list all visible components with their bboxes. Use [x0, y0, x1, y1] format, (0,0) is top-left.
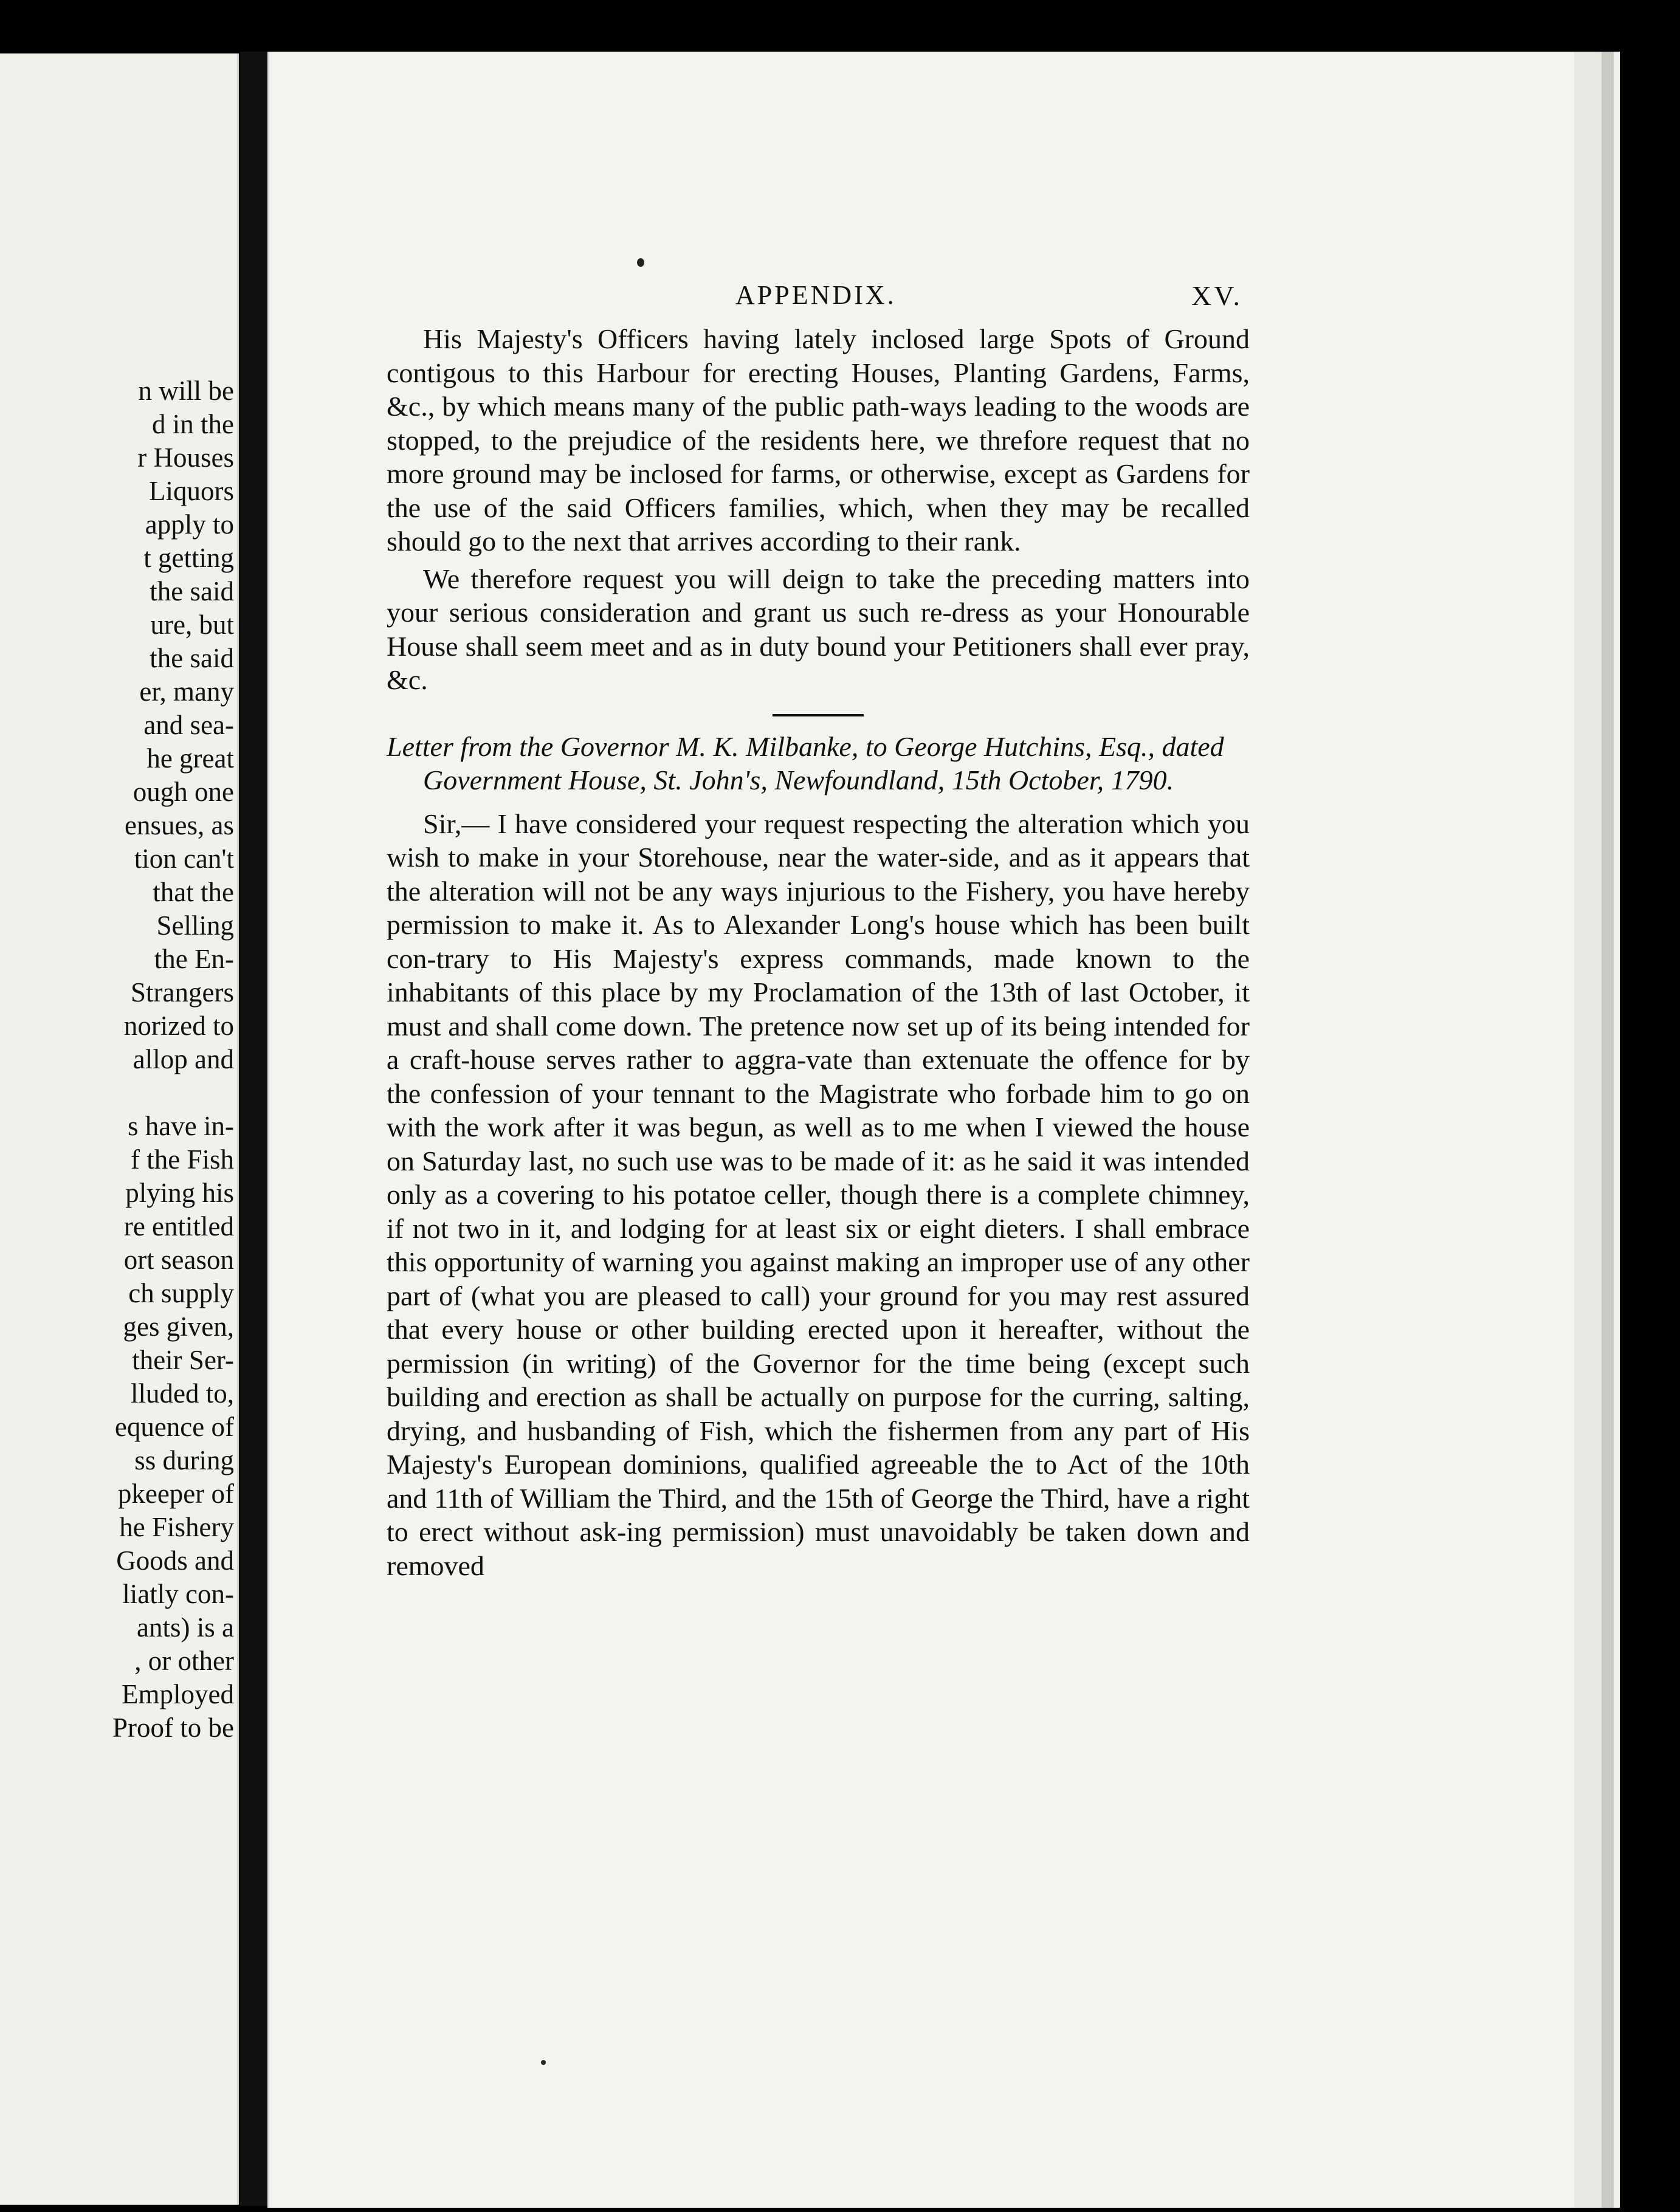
facing-page-line: r Houses — [137, 442, 234, 473]
petition-paragraph-closing: We therefore request you will deign to take the preceding matters into your serious consideration and grant us such re-dress as your Honourable House shall seem meet and as in duty bound your Petitioners shall ever pray, &c. — [387, 563, 1250, 695]
facing-page-line: ss during — [134, 1445, 234, 1475]
facing-page-line: ure, but — [150, 610, 234, 640]
facing-page-line: plying his — [125, 1178, 234, 1208]
facing-page-line: he Fishery — [119, 1512, 234, 1542]
letter-heading: Letter from the Governor M. K. Milbanke, to George Hutchins, Esq., dated Government House, St. John's, Newfoundland, 15th October, 1790. — [387, 730, 1224, 795]
facing-page-line: their Ser- — [132, 1345, 234, 1375]
facing-page-line: er, many — [139, 676, 234, 707]
facing-page-line: and sea- — [143, 710, 234, 740]
page-edge-shadow — [1602, 52, 1614, 2208]
facing-page-line: lluded to, — [131, 1378, 234, 1409]
facing-page-line: tion can't — [134, 843, 234, 874]
facing-page-line: allop and — [133, 1044, 234, 1074]
facing-page-line: ough one — [133, 777, 234, 807]
facing-page-line: the En- — [154, 944, 234, 974]
facing-page-line: ensues, as — [125, 810, 234, 840]
page-edge — [1574, 52, 1602, 2208]
facing-page-line: t getting — [143, 543, 234, 573]
facing-page-line: ch supply — [128, 1278, 234, 1308]
facing-page-line: s have in- — [128, 1111, 234, 1141]
facing-page-line: the said — [150, 576, 234, 606]
facing-page-line: Selling — [156, 910, 234, 941]
facing-page-line: liatly con- — [122, 1579, 234, 1609]
ink-speck — [541, 2060, 546, 2065]
facing-page-text — [0, 374, 234, 1745]
facing-page-line: ants) is a — [137, 1612, 234, 1643]
facing-page-line: , or other — [134, 1646, 234, 1676]
facing-page-line: d in the — [152, 409, 234, 439]
facing-page-line — [0, 1076, 234, 1110]
facing-page-line: Strangers — [131, 977, 234, 1008]
facing-page-line: ort season — [123, 1245, 234, 1275]
section-rule — [773, 714, 864, 716]
facing-page-line: the said — [150, 643, 234, 673]
facing-page-line: Proof to be — [112, 1712, 234, 1743]
facing-page-line: Goods and — [116, 1545, 234, 1576]
facing-page-line: norized to — [123, 1011, 234, 1041]
facing-page-line: Employed — [122, 1679, 234, 1709]
book-gutter — [240, 52, 270, 2206]
petition-paragraph-officers: His Majesty's Officers having lately inclosed large Spots of Ground contigous to this Harbour for erecting Houses, Planting Gardens, Farms, &c., by which means many of the public path-ways leading to the woods are stopped, to the prejudice of the residents here, we threfore request that no more ground may be inclosed for farms, or otherwise, except as Gardens for the use of the said Officers families, which, when they may be recalled should go to the next that arrives according to their rank. — [387, 323, 1250, 557]
facing-page-line: that the — [153, 877, 234, 907]
facing-page-line: ges given, — [123, 1311, 234, 1342]
facing-page — [0, 53, 239, 2205]
facing-page-line: pkeeper of — [117, 1479, 234, 1509]
facing-page-line: re entitled — [123, 1211, 234, 1242]
page-edge-light — [1614, 52, 1620, 2208]
facing-page-line: apply to — [145, 509, 234, 540]
facing-page-line: he great — [146, 743, 234, 774]
page-number: XV. — [1191, 280, 1243, 311]
facing-page-line: equence of — [114, 1412, 234, 1442]
facing-page-line: Liquors — [149, 476, 234, 506]
facing-page-line: n will be — [138, 376, 234, 406]
facing-page-line: f the Fish — [130, 1144, 234, 1175]
page-body — [387, 322, 1250, 1582]
ink-mark — [637, 258, 644, 267]
letter-body: Sir,— I have considered your request respecting the alteration which you wish to make in your Storehouse, near the water-side, and as it appears that the alteration will not be any ways injurious to the Fishery, you have hereby permission to make it. As to Alexander Long's house which has been built con-trary to His Majesty's express commands, made known to the inhabitants of this place by my Proclamation of the 13th of last October, it must and shall come down. The pretence now set up of its being intended for a craft-house serves rather to aggra-vate than extenuate the offence for by the confession of your tennant to the Magistrate who forbade him to go on with the work after it was begun, as well as to me when I viewed the house on Saturday last, no such use was to be made of it: as he said it was intended only as a covering to his potatoe celler, though there is a complete chimney, if not two in it, and lodging for at least six or eight dieters. I shall embrace this opportunity of warning you against making an improper use of any other part of (what you are pleased to call) your ground for you may rest assured that every house or other building erected upon it hereafter, without the permission (in writing) of the Governor for the time being (except such building and erection as shall be actually on purpose for the curring, salting, drying, and husbanding of Fish, which the fishermen from any part of His Majesty's European dominions, qualified agreeable the to Act of the 10th and 11th of William the Third, and the 15th of George the Third, have a right to erect without ask-ing permission) must unavoidably be taken down and removed — [387, 808, 1250, 1581]
running-head: APPENDIX. — [735, 280, 897, 310]
